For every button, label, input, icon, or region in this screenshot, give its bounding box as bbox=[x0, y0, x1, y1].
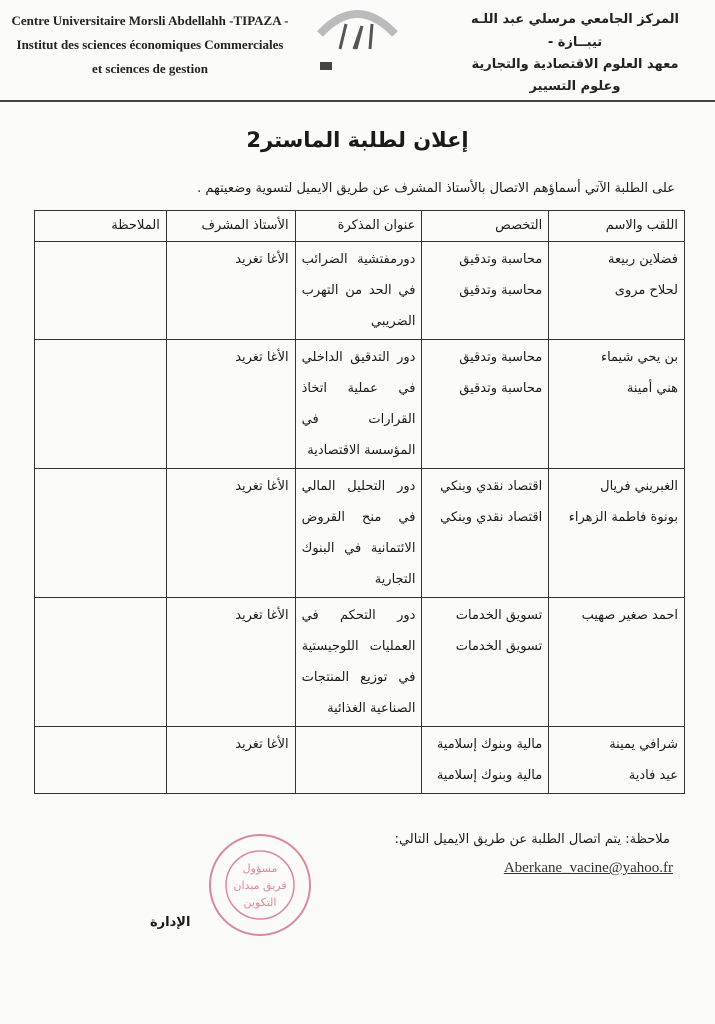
thesis-title bbox=[295, 340, 422, 469]
remark bbox=[35, 727, 167, 794]
student-names-line: احمد صغير صهيب bbox=[581, 608, 678, 623]
specialty-line: محاسبة وتدقيق bbox=[459, 283, 543, 298]
announcement-title: إعلان لطلبة الماستر2 bbox=[246, 128, 469, 152]
specialty-line: تسويق الخدمات bbox=[455, 639, 543, 654]
thesis-title-line: دور التحليل المالي في منح القروض الائتمانية في البنوك التجارية bbox=[301, 479, 416, 587]
student-names-line: هني أمينة bbox=[626, 381, 678, 396]
student-names-line: بونوة فاطمة الزهراء bbox=[568, 510, 678, 525]
header-ar-line-1: المركز الجامعي مرسلي عبد اللـه bbox=[470, 12, 680, 27]
specialty bbox=[422, 340, 549, 469]
header-ar-line-4: وعلوم التسيير bbox=[529, 79, 621, 94]
student-names-line: لحلاح مروى bbox=[614, 283, 678, 298]
student-names bbox=[549, 469, 685, 598]
note-text: ملاحظة: يتم اتصال الطلبة عن طريق الايميل التالي: bbox=[394, 832, 670, 847]
thesis-title bbox=[295, 242, 422, 340]
student-names-line: عيد فادية bbox=[628, 768, 678, 783]
specialty-line: محاسبة وتدقيق bbox=[459, 252, 543, 267]
supervisor-line: الأغا تغريد bbox=[235, 350, 289, 365]
header-specialty: التخصص bbox=[422, 211, 549, 242]
student-names-line: بن يحي شيماء bbox=[600, 350, 678, 365]
contact-email-link[interactable]: Aberkane_vacine@yahoo.fr bbox=[503, 860, 673, 876]
svg-text:التكوين: التكوين bbox=[243, 896, 277, 909]
svg-text:فريق ميدان: فريق ميدان bbox=[233, 879, 287, 892]
header-ar-line-3: معهد العلوم الاقتصادية والتجارية bbox=[471, 57, 679, 72]
specialty-line: محاسبة وتدقيق bbox=[459, 350, 543, 365]
supervisor bbox=[166, 469, 295, 598]
thesis-title-line: دور التحكم في العمليات اللوجيستية في توزيع المنتجات الصناعية الغذائية bbox=[301, 608, 416, 716]
supervisor bbox=[166, 242, 295, 340]
header-remark: الملاحظة bbox=[35, 211, 167, 242]
thesis-title-line: دورمفتشية الضرائب في الحد من التهرب الضريبي bbox=[301, 252, 416, 329]
specialty-line: محاسبة وتدقيق bbox=[459, 381, 543, 396]
remark bbox=[35, 340, 167, 469]
student-names bbox=[549, 598, 685, 727]
header-ar-line-2: تيبــازة - bbox=[547, 35, 603, 50]
specialty bbox=[422, 598, 549, 727]
remark bbox=[35, 469, 167, 598]
supervisor-line: الأغا تغريد bbox=[235, 737, 289, 752]
supervisor bbox=[166, 598, 295, 727]
header-fr-line-3: et sciences de gestion bbox=[92, 61, 208, 76]
table-row bbox=[35, 242, 685, 340]
specialty bbox=[422, 242, 549, 340]
specialty bbox=[422, 727, 549, 794]
student-names-line: الغبريني فريال bbox=[600, 479, 678, 494]
specialty-line: مالية وبنوك إسلامية bbox=[436, 737, 543, 752]
table-row bbox=[35, 598, 685, 727]
student-names bbox=[549, 727, 685, 794]
students-table bbox=[34, 210, 685, 794]
header-name: اللقب والاسم bbox=[549, 211, 685, 242]
student-names-line: فضلاين ربيعة bbox=[608, 252, 678, 267]
svg-text:مسؤول: مسؤول bbox=[242, 862, 278, 875]
table-row bbox=[35, 340, 685, 469]
student-names bbox=[549, 340, 685, 469]
header-divider bbox=[0, 100, 715, 102]
supervisor-line: الأغا تغريد bbox=[235, 479, 289, 494]
header-supervisor: الأستاذ المشرف bbox=[166, 211, 295, 242]
table-row bbox=[35, 469, 685, 598]
table-header-row bbox=[35, 211, 685, 242]
remark bbox=[35, 598, 167, 727]
table-row bbox=[35, 727, 685, 794]
thesis-title-line: دور التدقيق الداخلي في عملية اتخاذ القرارات في المؤسسة الاقتصادية bbox=[301, 350, 416, 458]
specialty-line: اقتصاد نقدي وبنكي bbox=[440, 479, 543, 494]
specialty-line: مالية وبنوك إسلامية bbox=[436, 768, 543, 783]
remark bbox=[35, 242, 167, 340]
administration-signature: الإدارة bbox=[150, 915, 191, 930]
specialty-line: اقتصاد نقدي وبنكي bbox=[440, 510, 543, 525]
supervisor-line: الأغا تغريد bbox=[235, 252, 289, 267]
header-thesis: عنوان المذكرة bbox=[295, 211, 422, 242]
supervisor bbox=[166, 727, 295, 794]
student-names-line: شرافي يمينة bbox=[609, 737, 678, 752]
thesis-title bbox=[295, 469, 422, 598]
specialty-line: تسويق الخدمات bbox=[455, 608, 543, 623]
official-stamp bbox=[205, 830, 315, 940]
header-fr-line-1: Centre Universitaire Morsli Abdellahh -TIPAZA - bbox=[11, 13, 289, 28]
specialty bbox=[422, 469, 549, 598]
supervisor bbox=[166, 340, 295, 469]
supervisor-line: الأغا تغريد bbox=[235, 608, 289, 623]
student-names bbox=[549, 242, 685, 340]
header-fr-line-2: Institut des sciences économiques Commerciales bbox=[16, 37, 284, 52]
thesis-title bbox=[295, 727, 422, 794]
thesis-title bbox=[295, 598, 422, 727]
university-logo bbox=[310, 4, 405, 79]
intro-text: على الطلبة الآتي أسماؤهم الاتصال بالأستاذ المشرف عن طريق الايميل لتسوية وضعيتهم . bbox=[197, 181, 675, 196]
